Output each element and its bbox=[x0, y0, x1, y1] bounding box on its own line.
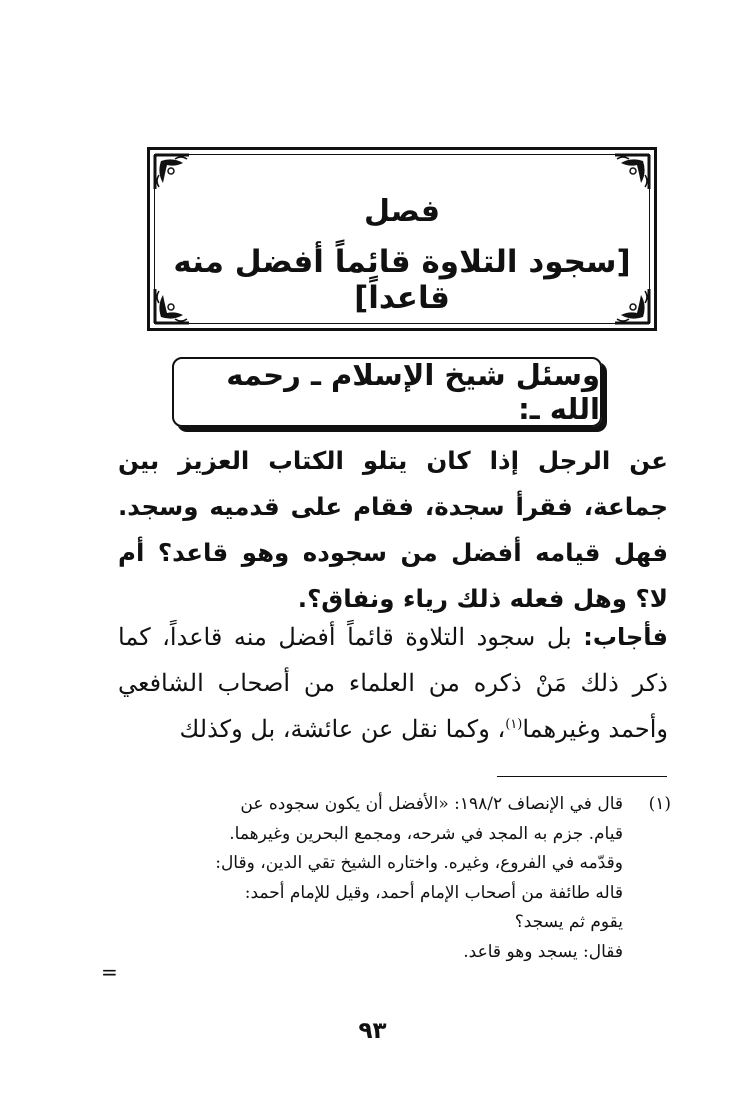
answer-text-part: بل سجود التلاوة قائماً أفضل منه قاعداً، كما ذكر ذلك مَنْ ذكره من العلماء من أصحاب الشافعي وأحمد وغيرهما bbox=[118, 623, 668, 743]
footnote-reference: (١) bbox=[505, 717, 523, 732]
page-number: ٩٣ bbox=[358, 1018, 387, 1044]
continuation-mark: = bbox=[101, 960, 118, 984]
chapter-title: [سجود التلاوة قائماً أفضل منه قاعداً] bbox=[173, 244, 631, 316]
question-label-box bbox=[172, 357, 602, 427]
corner-ornament-icon bbox=[153, 153, 193, 193]
footnote bbox=[118, 790, 671, 967]
answer-text-part: ، وكما نقل عن عائشة، بل وكذلك bbox=[179, 715, 506, 743]
chapter-heading-frame bbox=[147, 147, 657, 331]
footnote-line: وقدّمه في الفروع، وغيره. واختاره الشيخ تقي الدين، وقال: bbox=[215, 853, 623, 873]
footnote-number: (١) bbox=[648, 794, 671, 814]
section-label: فصل bbox=[364, 194, 440, 229]
question-label: وسئل شيخ الإسلام ـ رحمه الله ـ: bbox=[226, 358, 600, 426]
footnote-line: (١)قال في الإنصاف ١٩٨/٢: «الأفضل أن يكون سجوده عن bbox=[118, 790, 671, 820]
footnote-line: قيام. جزم به المجد في شرحه، ومجمع البحرين وغيرهما. bbox=[229, 823, 623, 844]
footnote-line: فقال: يسجد وهو قاعد. bbox=[463, 941, 623, 962]
corner-ornament-icon bbox=[611, 153, 651, 193]
answer-lead: فأجاب: bbox=[583, 623, 668, 651]
question-paragraph: عن الرجل إذا كان يتلو الكتاب العزيز بين جماعة، فقرأ سجدة، فقام على قدميه وسجد. فهل قيامه أفضل من سجوده وهو قاعد؟ أم لا؟ وهل فعله ذلك رياء ونفاق؟. bbox=[118, 446, 668, 613]
footnote-line: قاله طائفة من أصحاب الإمام أحمد، وقيل للإمام أحمد: bbox=[244, 882, 623, 903]
footnote-separator bbox=[497, 776, 667, 777]
footnote-line: يقوم ثم يسجد؟ bbox=[514, 912, 623, 932]
answer-paragraph bbox=[118, 614, 668, 752]
